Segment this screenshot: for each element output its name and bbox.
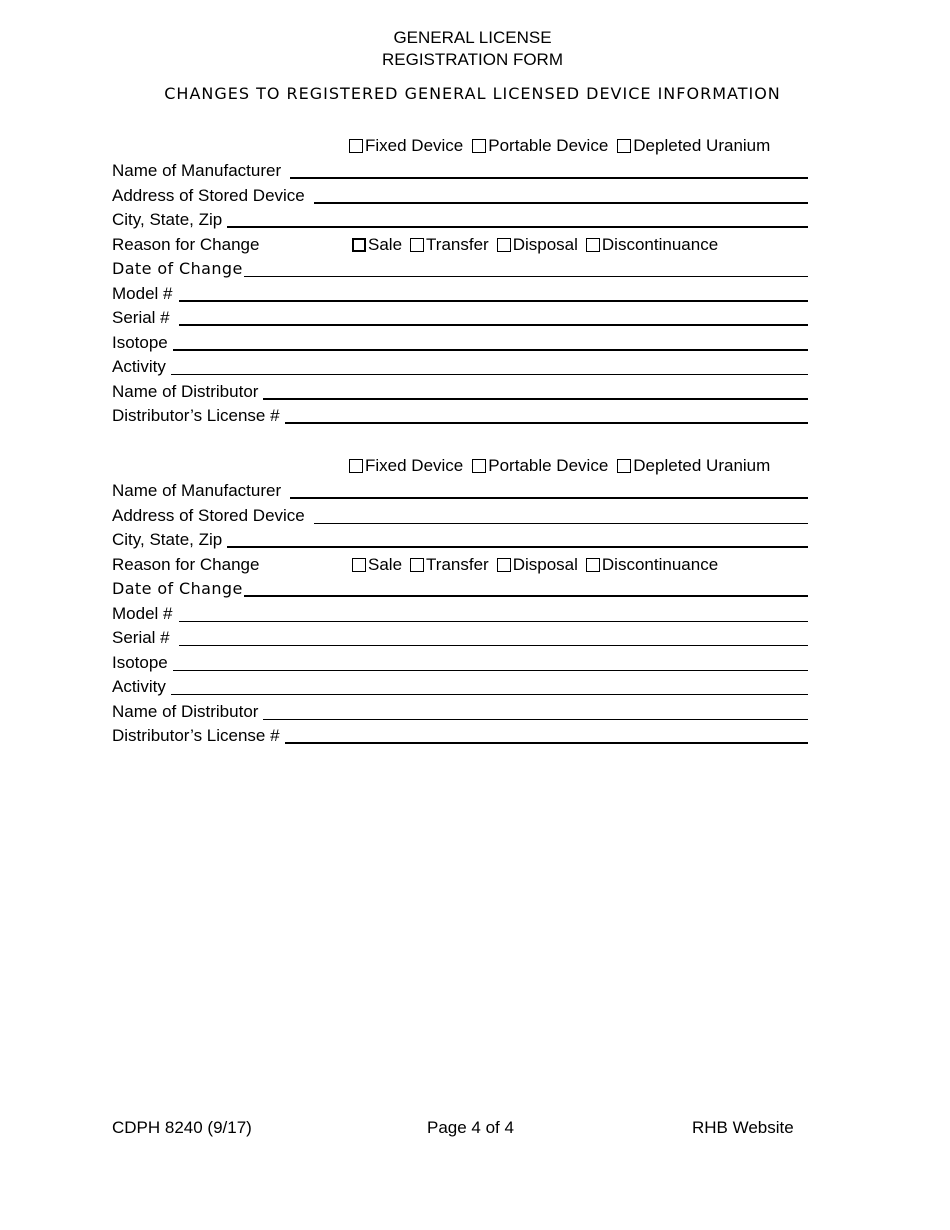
license-label: Distributor’s License #	[112, 726, 280, 745]
portable-device-option[interactable]: Portable Device	[472, 456, 608, 476]
activity-row	[112, 675, 808, 697]
model-field[interactable]	[179, 300, 808, 302]
date-row	[112, 257, 808, 279]
license-field[interactable]	[285, 742, 808, 744]
sale-option[interactable]: Sale	[352, 235, 402, 255]
checkbox-icon[interactable]	[617, 459, 631, 473]
isotope-label: Isotope	[112, 333, 168, 352]
model-field[interactable]	[179, 621, 808, 622]
license-row	[112, 404, 808, 426]
checkbox-icon[interactable]	[352, 238, 366, 252]
reason-label: Reason for Change	[112, 235, 260, 254]
depleted-uranium-option[interactable]: Depleted Uranium	[617, 456, 770, 476]
address-label: Address of Stored Device	[112, 506, 305, 525]
checkbox-icon[interactable]	[349, 139, 363, 153]
serial-row	[112, 626, 808, 648]
manufacturer-label: Name of Manufacturer	[112, 161, 282, 180]
license-row	[112, 724, 808, 746]
model-row	[112, 282, 808, 304]
manufacturer-label: Name of Manufacturer	[112, 481, 282, 500]
transfer-option[interactable]: Transfer	[410, 555, 489, 575]
portable-device-option[interactable]: Portable Device	[472, 136, 608, 156]
date-label: Date of Change	[112, 579, 243, 598]
section-heading: CHANGES TO REGISTERED GENERAL LICENSED DEVICE INFORMATION	[164, 84, 781, 103]
address-field[interactable]	[314, 202, 808, 204]
manufacturer-row	[112, 479, 808, 501]
city-row	[112, 528, 808, 550]
checkbox-icon[interactable]	[497, 558, 511, 572]
address-row	[112, 504, 808, 526]
activity-field[interactable]	[171, 694, 808, 695]
isotope-row	[112, 331, 808, 353]
checkbox-icon[interactable]	[349, 459, 363, 473]
distributor-row	[112, 380, 808, 402]
fixed-device-option[interactable]: Fixed Device	[349, 456, 463, 476]
model-label: Model #	[112, 284, 173, 303]
distributor-row	[112, 700, 808, 722]
activity-label: Activity	[112, 357, 166, 376]
serial-label: Serial #	[112, 308, 170, 327]
model-row	[112, 602, 808, 624]
discontinuance-option[interactable]: Discontinuance	[586, 235, 718, 255]
serial-field[interactable]	[179, 645, 808, 646]
license-field[interactable]	[285, 422, 808, 424]
rhb-website-link[interactable]: RHB Website	[692, 1118, 794, 1137]
checkbox-icon[interactable]	[497, 238, 511, 252]
isotope-row	[112, 651, 808, 673]
isotope-field[interactable]	[173, 670, 808, 671]
serial-label: Serial #	[112, 628, 170, 647]
checkbox-icon[interactable]	[472, 459, 486, 473]
device-type-options	[349, 136, 770, 156]
fixed-device-option[interactable]: Fixed Device	[349, 136, 463, 156]
date-field[interactable]	[244, 595, 808, 597]
distributor-field[interactable]	[263, 719, 808, 720]
sale-option[interactable]: Sale	[352, 555, 402, 575]
checkbox-icon[interactable]	[472, 139, 486, 153]
page-number: Page 4 of 4	[427, 1118, 514, 1137]
manufacturer-field[interactable]	[290, 177, 808, 179]
checkbox-icon[interactable]	[410, 238, 424, 252]
activity-field[interactable]	[171, 374, 808, 375]
reason-row	[112, 553, 808, 575]
transfer-option[interactable]: Transfer	[410, 235, 489, 255]
activity-row	[112, 355, 808, 377]
disposal-option[interactable]: Disposal	[497, 235, 578, 255]
distributor-field[interactable]	[263, 398, 808, 400]
address-label: Address of Stored Device	[112, 186, 305, 205]
checkbox-icon[interactable]	[410, 558, 424, 572]
reason-options	[352, 235, 718, 255]
checkbox-icon[interactable]	[586, 558, 600, 572]
manufacturer-row	[112, 159, 808, 181]
city-field[interactable]	[227, 226, 808, 228]
model-label: Model #	[112, 604, 173, 623]
reason-label: Reason for Change	[112, 555, 260, 574]
address-field[interactable]	[314, 523, 808, 524]
date-label: Date of Change	[112, 259, 243, 278]
form-title: GENERAL LICENSE	[393, 28, 552, 47]
date-row	[112, 577, 808, 599]
checkbox-icon[interactable]	[617, 139, 631, 153]
activity-label: Activity	[112, 677, 166, 696]
depleted-uranium-option[interactable]: Depleted Uranium	[617, 136, 770, 156]
city-label: City, State, Zip	[112, 530, 223, 549]
city-field[interactable]	[227, 546, 808, 548]
license-label: Distributor’s License #	[112, 406, 280, 425]
distributor-label: Name of Distributor	[112, 702, 259, 721]
isotope-field[interactable]	[173, 349, 808, 351]
manufacturer-field[interactable]	[290, 497, 808, 499]
disposal-option[interactable]: Disposal	[497, 555, 578, 575]
date-field[interactable]	[244, 276, 808, 277]
isotope-label: Isotope	[112, 653, 168, 672]
distributor-label: Name of Distributor	[112, 382, 259, 401]
device-type-options	[349, 456, 770, 476]
serial-field[interactable]	[179, 324, 808, 326]
reason-options	[352, 555, 718, 575]
form-subtitle-registration: REGISTRATION FORM	[381, 50, 563, 69]
checkbox-icon[interactable]	[586, 238, 600, 252]
checkbox-icon[interactable]	[352, 558, 366, 572]
reason-row	[112, 233, 808, 255]
address-row	[112, 184, 808, 206]
city-row	[112, 208, 808, 230]
discontinuance-option[interactable]: Discontinuance	[586, 555, 718, 575]
city-label: City, State, Zip	[112, 210, 223, 229]
serial-row	[112, 306, 808, 328]
form-id: CDPH 8240 (9/17)	[112, 1118, 252, 1137]
